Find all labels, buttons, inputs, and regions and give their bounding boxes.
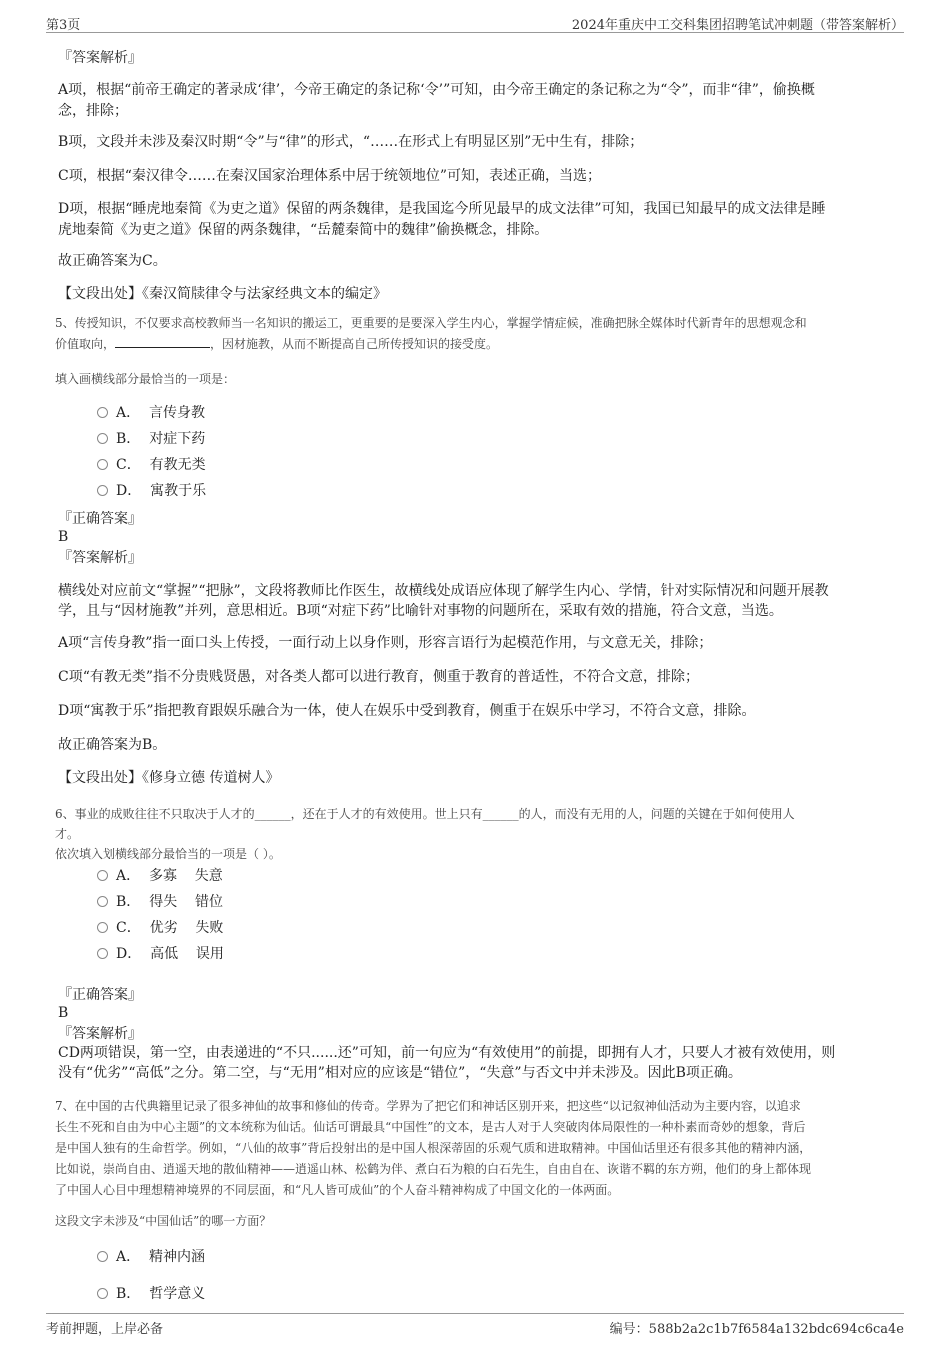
q6-answer-label: 『正确答案』 [58, 987, 142, 1003]
q6-stem-line-2: 才。 [55, 827, 80, 841]
q6-line-2: 没有“优劣”“高低”之分。第二空，与“无用”相对应的应该是“错位”，“失意”与否文中并未涉及。因此B项正确。 [58, 1065, 742, 1081]
option-label: C． 有教无类 [116, 457, 206, 473]
q7-stem-line-4: 比如说，崇尚自由、逍遥天地的散仙精神——逍遥山林、松鹤为伴、煮白石为粮的白石先生，自由自在、诙谐不羁的东方朔，他们的身上都体现 [55, 1162, 812, 1176]
radio-icon[interactable] [97, 459, 108, 470]
q6-line-1: CD两项错误，第一空，由表递进的“不只......还”可知，前一句应为“有效使用”的前提，即拥有人才，只要人才被有效使用，则 [58, 1045, 836, 1061]
q5-line-2: 学，且与“因材施教”并列，意思相近。B项“对症下药”比喻针对事物的问题所在，采取有效的措施，符合文意，当选。 [58, 603, 783, 619]
q7-option-a[interactable] [97, 1247, 205, 1267]
q4-line-3: B项，文段并未涉及秦汉时期“令”与“律”的形式，“……在形式上有明显区别”无中生有，排除； [58, 134, 644, 150]
option-label: B． 哲学意义 [116, 1286, 206, 1302]
q5-line-4: C项“有教无类”指不分贵贱贤愚，对各类人都可以进行教育，侧重于教育的普适性，不符合文意，排除； [58, 669, 700, 685]
radio-icon[interactable] [97, 407, 108, 418]
q5-answer: B [58, 529, 69, 545]
q4-line-1: A项，根据“前帝王确定的著录成‘律’，今帝王确定的条记称‘令’”可知，由今帝王确定的条记称之为“令”，而非“律”，偷换概 [58, 82, 815, 98]
radio-icon[interactable] [97, 896, 108, 907]
q5-line-3: A项“言传身教”指一面口头上传授，一面行动上以身作则，形容言语行为起模范作用，与文意无关，排除； [58, 635, 713, 651]
q5-stem-line-1: 5、传授知识，不仅要求高校教师当一名知识的搬运工，更重要的是要深入学生内心，掌握学情症候，准确把脉全媒体时代新青年的思想观念和 [55, 316, 807, 330]
fill-blank [115, 335, 210, 348]
q5-option-b[interactable] [97, 429, 205, 449]
q5-stem-part-1: 价值取向， [55, 337, 116, 351]
doc-title: 2024年重庆中工交科集团招聘笔试冲刺题（带答案解析） [571, 18, 904, 33]
q5-prompt: 填入画横线部分最恰当的一项是： [55, 372, 236, 386]
option-label: B． 得失 错位 [116, 894, 223, 910]
q4-conclusion: 故正确答案为C。 [58, 253, 167, 269]
q5-conclusion: 故正确答案为B。 [58, 737, 167, 753]
q4-line-6: 虎地秦简《为吏之道》保留的两条魏律，“岳麓秦简中的魏律”偷换概念，排除。 [58, 222, 549, 238]
q5-answer-label: 『正确答案』 [58, 511, 142, 527]
q7-stem-line-5: 了中国人心目中理想精神境界的不同层面，和“凡人皆可成仙”的个人奋斗精神构成了中国文化的一体两面。 [55, 1183, 620, 1197]
q5-stem-line-2 [55, 334, 900, 354]
q5-option-d[interactable] [97, 481, 206, 501]
q6-answer: B [58, 1005, 69, 1021]
radio-icon[interactable] [97, 948, 108, 959]
doc-code: 编号：588b2a2c1b7f6584a132bdc694c6ca4e [609, 1322, 904, 1337]
page-number: 第3页 [46, 18, 81, 33]
option-label: C． 优劣 失败 [116, 920, 224, 936]
q5-line-1: 横线处对应前文“掌握”“把脉”，文段将教师比作医生，故横线处成语应体现了解学生内心、学情，针对实际情况和问题开展教 [58, 583, 829, 599]
q6-option-b[interactable] [97, 892, 223, 912]
radio-icon[interactable] [97, 485, 108, 496]
q5-source: 【文段出处】《修身立德 传道树人》 [58, 770, 280, 786]
option-label: D． 寓教于乐 [116, 483, 207, 499]
option-label: D． 高低 误用 [116, 946, 224, 962]
q5-option-c[interactable] [97, 455, 206, 475]
q5-analysis-label: 『答案解析』 [58, 550, 142, 566]
q4-line-2: 念，排除； [58, 103, 128, 119]
q6-option-c[interactable] [97, 918, 223, 938]
radio-icon[interactable] [97, 870, 108, 881]
q5-stem-part-2: ，因材施教，从而不断提高自己所传授知识的接受度。 [210, 337, 499, 351]
q7-prompt: 这段文字未涉及“中国仙话”的哪一方面？ [55, 1214, 272, 1228]
q4-line-5: D项，根据“睡虎地秦简《为吏之道》保留的两条魏律，是我国迄今所见最早的成文法律”可知，我国已知最早的成文法律是睡 [58, 201, 826, 217]
q7-stem-line-1: 7、在中国的古代典籍里记录了很多神仙的故事和修仙的传奇。学界为了把它们和神话区别开来，把这些“以记叙神仙活动为主要内容，以追求 [55, 1099, 801, 1113]
option-label: A． 多寡 失意 [116, 868, 223, 884]
q4-source: 【文段出处】《秦汉简牍律令与法家经典文本的编定》 [58, 286, 387, 302]
q7-stem-line-2: 长生不死和自由为中心主题”的文本统称为仙话。仙话可谓最具“中国性”的文本，是古人对于人突破肉体局限性的一种朴素而奇妙的想象，背后 [55, 1120, 806, 1134]
q6-prompt: 依次填入划横线部分最恰当的一项是（ ）。 [55, 847, 281, 861]
footer-slogan: 考前押题，上岸必备 [46, 1322, 164, 1337]
q6-option-a[interactable] [97, 866, 223, 886]
q6-stem-line-1: 6、事业的成败往往不只取决于人才的______，还在于人才的有效使用。世上只有______的人，而没有无用的人，问题的关键在于如何使用人 [55, 807, 795, 821]
q5-line-5: D项“寓教于乐”指把教育跟娱乐融合为一体，使人在娱乐中受到教育，侧重于在娱乐中学习，不符合文意，排除。 [58, 703, 756, 719]
option-label: B． 对症下药 [116, 431, 206, 447]
option-label: A． 精神内涵 [116, 1249, 206, 1265]
q7-option-b[interactable] [97, 1284, 205, 1304]
page-header [46, 14, 904, 33]
q7-stem-line-3: 是中国人独有的生命哲学。例如，“八仙的故事”背后投射出的是中国人根深蒂固的乐观气质和进取精神。中国仙话里还有很多其他的精神内涵， [55, 1141, 812, 1155]
option-label: A． 言传身教 [116, 405, 206, 421]
q6-option-d[interactable] [97, 944, 224, 964]
q4-line-4: C项，根据“秦汉律令……在秦汉国家治理体系中居于统领地位”可知，表述正确，当选； [58, 168, 602, 184]
q4-analysis-label: 『答案解析』 [58, 50, 142, 66]
radio-icon[interactable] [97, 1251, 108, 1262]
q5-option-a[interactable] [97, 403, 205, 423]
radio-icon[interactable] [97, 922, 108, 933]
radio-icon[interactable] [97, 433, 108, 444]
page-footer [46, 1313, 904, 1336]
radio-icon[interactable] [97, 1288, 108, 1299]
q6-analysis-label: 『答案解析』 [58, 1026, 142, 1042]
